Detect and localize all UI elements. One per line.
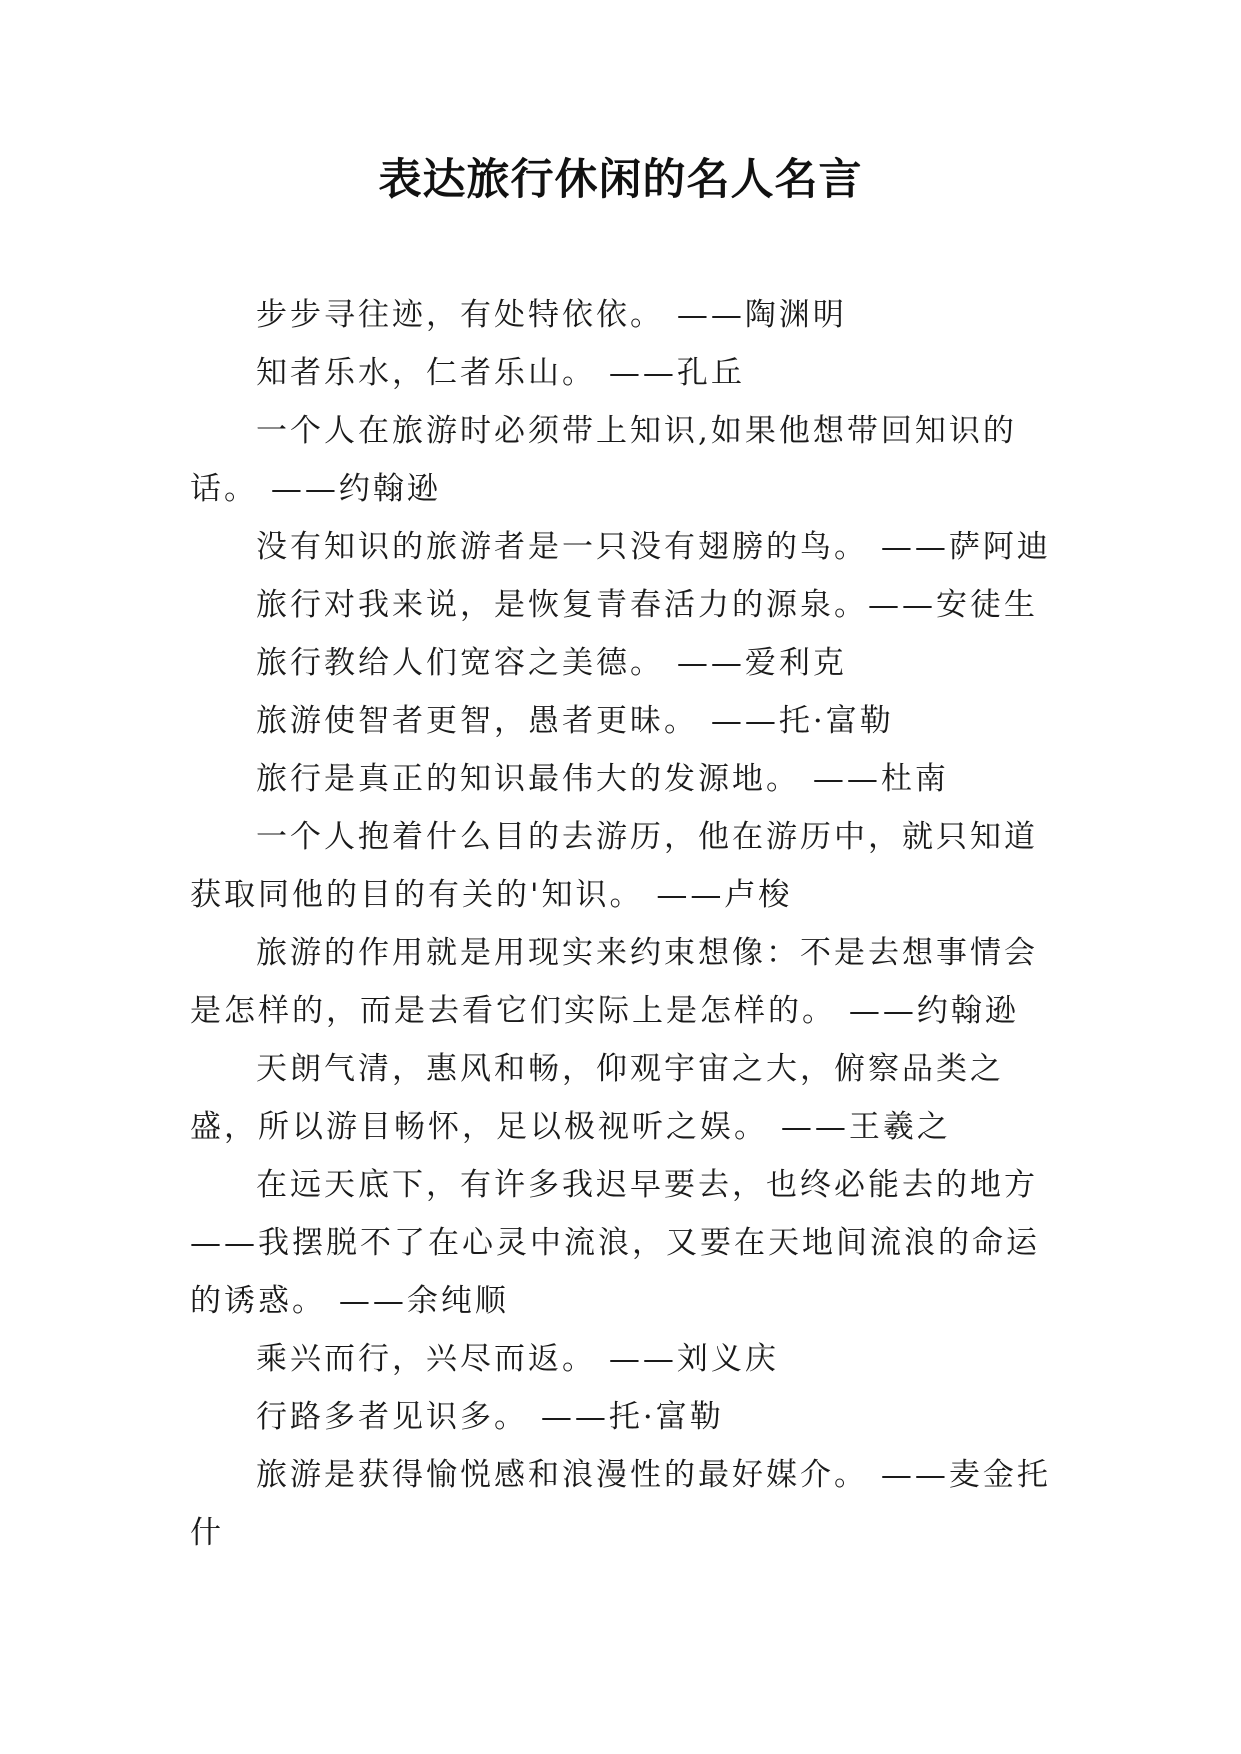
quote-paragraph: 一个人在旅游时必须带上知识,如果他想带回知识的话。 ——约翰逊 [190, 413, 1017, 507]
quote-paragraph: 步步寻往迹，有处特依依。 ——陶渊明 [256, 297, 847, 333]
quote-paragraph: 旅行教给人们宽容之美德。 ——爱利克 [256, 645, 847, 681]
quote-paragraph: 行路多者见识多。 ——托·富勒 [256, 1399, 724, 1435]
quote-paragraph: 旅行是真正的知识最伟大的发源地。 ——杜南 [256, 761, 949, 797]
quote-paragraph: 没有知识的旅游者是一只没有翅膀的鸟。 ——萨阿迪 [256, 529, 1051, 565]
quote-paragraph: 旅游使智者更智，愚者更昧。 ——托·富勒 [256, 703, 894, 739]
quote-paragraph: 一个人抱着什么目的去游历，他在游历中，就只知道获取同他的目的有关的'知识。 ——卢梭 [190, 819, 1038, 913]
quote-paragraph: 在远天底下，有许多我迟早要去，也终必能去的地方——我摆脱不了在心灵中流浪，又要在天地间流浪的命运的诱惑。 ——余纯顺 [190, 1167, 1040, 1319]
quote-list [190, 286, 1060, 1562]
quote-paragraph: 知者乐水，仁者乐山。 ——孔丘 [256, 355, 745, 391]
document-title: 表达旅行休闲的名人名言 [378, 155, 863, 205]
quote-paragraph: 天朗气清，惠风和畅，仰观宇宙之大，俯察品类之盛，所以游目畅怀，足以极视听之娱。 ——王羲之 [190, 1051, 1004, 1145]
quote-paragraph: 乘兴而行，兴尽而返。 ——刘义庆 [256, 1341, 779, 1377]
quote-paragraph: 旅行对我来说，是恢复青春活力的源泉。——安徒生 [256, 587, 1038, 623]
quote-paragraph: 旅游是获得愉悦感和浪漫性的最好媒介。 ——麦金托什 [190, 1457, 1051, 1551]
quote-paragraph: 旅游的作用就是用现实来约束想像：不是去想事情会是怎样的，而是去看它们实际上是怎样的。 ——约翰逊 [190, 935, 1038, 1029]
